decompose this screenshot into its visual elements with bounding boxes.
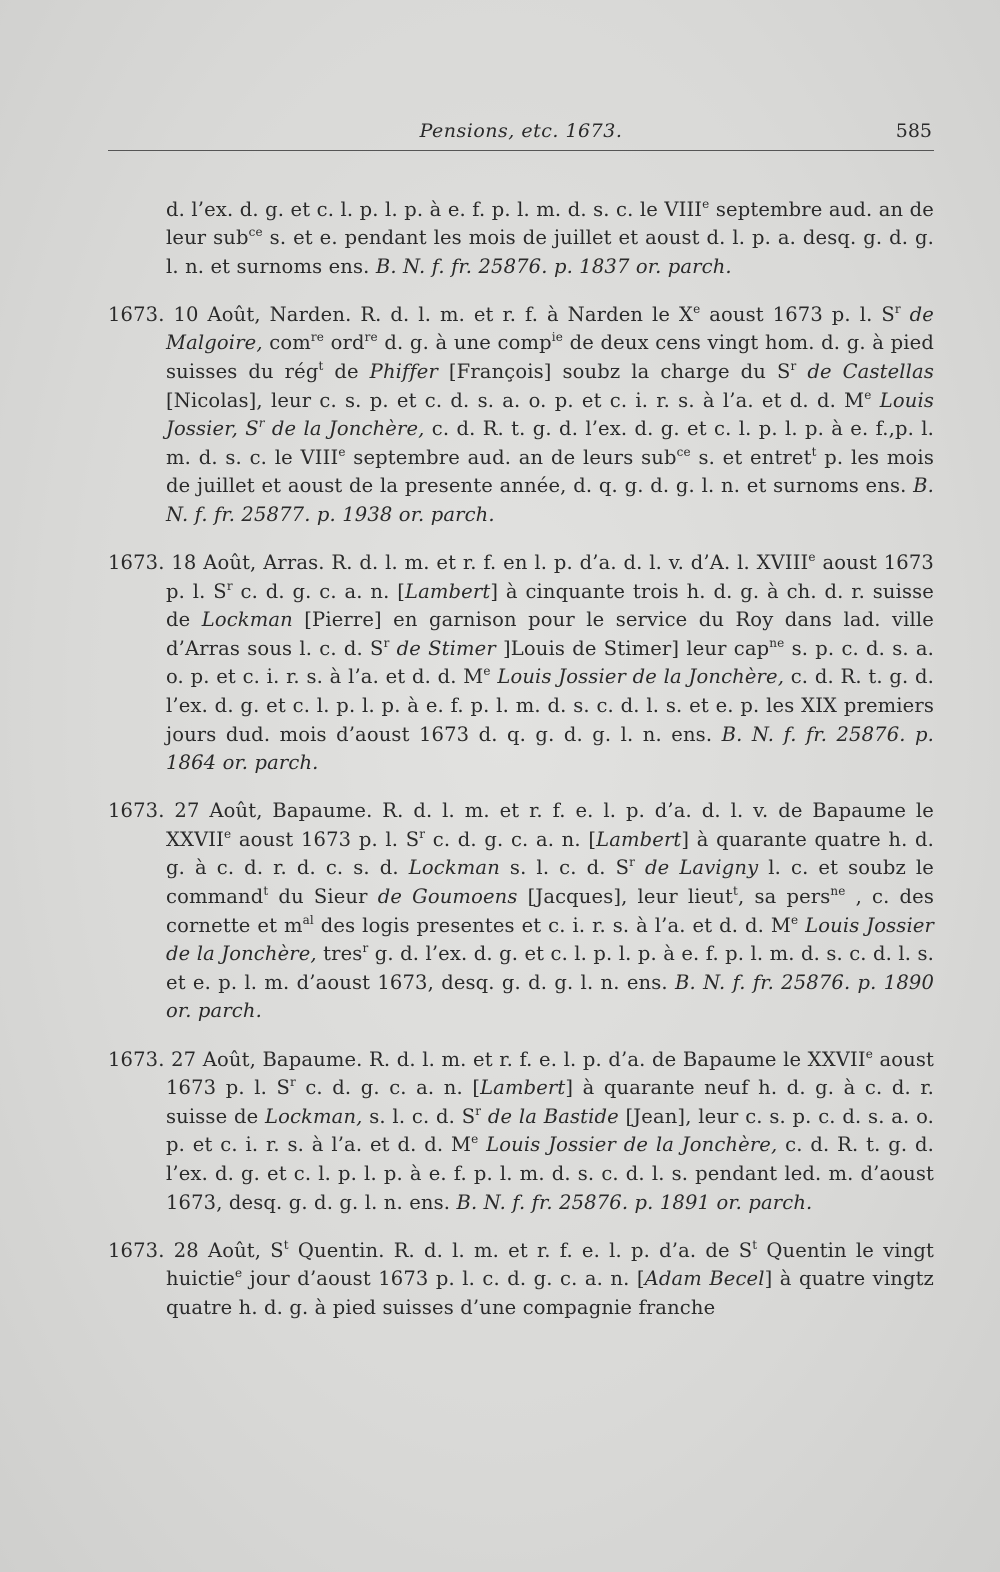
superscript: ce	[676, 444, 691, 459]
page-number: 585	[895, 120, 932, 142]
italic-text: Phiffer	[369, 359, 438, 383]
superscript: r	[790, 358, 797, 373]
superscript: t	[263, 884, 269, 899]
italic-text: de Castellas	[807, 359, 934, 383]
superscript: t	[318, 358, 324, 373]
superscript: r	[383, 635, 390, 650]
italic-text: Lockman	[408, 856, 500, 880]
italic-text: de la Jonchère,	[264, 417, 425, 441]
superscript: t	[733, 884, 739, 899]
text-run: septembre aud. an de leurs sub	[345, 445, 677, 469]
superscript: ne	[830, 884, 846, 899]
text-run: tres	[316, 942, 363, 966]
text-run: , c. des cornette et m	[166, 885, 935, 937]
text-run: c. d. g. c. a. n. [	[232, 579, 406, 603]
text-run: 1673. 18 Août, Arras. R. d. l. m. et r. f. en l. p. d’a. d. l. v. d’A. l. XVIII	[108, 551, 809, 575]
italic-text: de Malgoire,	[166, 302, 934, 355]
text-run: com	[262, 331, 311, 355]
text-run: p. les mois de juillet et aoust de la presente année, d. q. g. d. g. l. n. et surnoms ens.	[166, 445, 934, 498]
text-run: c. d. R. t. g. d. l’ex. d. g. et c. l. p. l. p. à e. f. p. l. m. d. s. c. d. l. s. et e. p. les XIX premiers jours dud. mois d’aoust 1673 d. q. g. d. g. l. n. ens.	[166, 665, 934, 746]
text-run: ] à quarante neuf h. d. g. à c. d. r. suisse de	[166, 1076, 934, 1128]
superscript: r	[226, 578, 233, 593]
entry-1673-08-18-arras	[108, 549, 934, 778]
entry-1673-08-28-st-quentin	[108, 1237, 934, 1323]
superscript: r	[629, 855, 635, 870]
text-run: septembre aud. an de leur sub	[166, 197, 934, 250]
running-header	[108, 116, 934, 151]
italic-text: Louis Jossier de la Jonchère,	[486, 1133, 778, 1157]
superscript: e	[693, 301, 701, 316]
italic-text: de la Bastide	[487, 1104, 619, 1128]
italic-text: B. N. f. fr. 25876. p. 1891 or. parch.	[456, 1190, 813, 1214]
superscript: e	[471, 1132, 479, 1147]
superscript: ne	[769, 635, 785, 650]
entry-1673-08-27-bapaume-b	[108, 1046, 934, 1218]
italic-text: Lambert	[405, 579, 491, 603]
text-run: [Jacques], leur lieut	[517, 885, 734, 909]
text-run: aoust 1673 p. l. S	[700, 302, 895, 326]
text-run: du Sieur	[268, 885, 378, 909]
superscript: r	[475, 1103, 482, 1118]
italic-text: Lambert	[480, 1076, 566, 1100]
superscript: r	[258, 416, 265, 431]
text-run: [Jean], leur c. s. p. c. d. s. a. o. p. et c. i. r. s. à l’a. et d. d. M	[166, 1104, 934, 1157]
superscript: ie	[551, 330, 564, 345]
text-run: c. d. R. t. g. d. l’ex. d. g. et c. l. p. l. p. à e. f. p. l. m. d. s. c. d. l. s. pendant led. m. d’aoust 1673, desq. g. d. g. l. n. ens.	[166, 1133, 934, 1214]
text-run: jour d’aoust 1673 p. l. c. d. g. c. a. n. [	[242, 1267, 645, 1291]
superscript: e	[338, 444, 346, 459]
italic-text: Louis Jossier de la Jonchère,	[166, 913, 934, 966]
text-run: c. d. g. c. a. n. [	[295, 1076, 481, 1100]
text-run: 1673. 10 Août, Narden. R. d. l. m. et r. f. à Narden le X	[108, 302, 694, 326]
text-run: [François] soubz la charge du S	[437, 359, 791, 383]
italic-text: B. N. f. fr. 25876. p. 1864 or. parch.	[166, 722, 935, 775]
text-run	[481, 1105, 488, 1128]
body-text	[108, 176, 934, 1338]
text-run	[796, 360, 807, 383]
superscript: e	[224, 826, 232, 841]
text-run: d. g. à une comp	[377, 331, 552, 355]
text-run: s. et e. pendant les mois de juillet et aoust d. l. p. a. desq. g. d. g. l. n. et surnoms ens.	[166, 226, 934, 278]
italic-text: Adam Becel	[644, 1267, 765, 1291]
superscript: re	[310, 330, 325, 345]
text-run: s. l. c. d. S	[362, 1104, 476, 1128]
text-run: ]Louis de Stimer] leur cap	[495, 636, 770, 660]
entry-continued	[108, 196, 934, 282]
superscript: t	[283, 1237, 289, 1252]
superscript: r	[289, 1075, 296, 1090]
superscript: ce	[248, 225, 263, 240]
text-run: g. d. l’ex. d. g. et c. l. p. l. p. à e. f. p. l. m. d. s. c. d. l. s. et e. p. l. m. d’aoust 1673, desq. g. d. g. l. n. ens.	[166, 942, 934, 994]
text-run	[478, 1133, 486, 1156]
text-run: l. c. et soubz le command	[166, 856, 935, 909]
superscript: t	[811, 444, 817, 459]
text-run	[635, 856, 645, 879]
text-run: , sa pers	[738, 885, 831, 909]
italic-text: Louis Jossier de la Jonchère,	[497, 665, 785, 689]
text-run: c. d. R. t. g. d. l’ex. d. g. et c. l. p. l. p. à e. f.,p. l. m. d. s. c. le VIII	[166, 417, 934, 469]
superscript: e	[865, 1046, 873, 1061]
superscript: t	[752, 1237, 758, 1252]
running-title: Pensions, etc. 1673.	[419, 120, 623, 142]
text-run: 1673. 27 Août, Bapaume. R. d. l. m. et r. f. e. l. p. d’a. d. l. v. de Bapaume le XXVII	[108, 799, 934, 851]
text-run: s. l. c. d. S	[499, 856, 630, 880]
superscript: r	[419, 826, 426, 841]
text-run: s. et entret	[690, 445, 812, 469]
text-run: ord	[324, 331, 365, 355]
italic-text: Lambert	[596, 827, 682, 851]
italic-text: Lockman	[201, 608, 293, 632]
superscript: e	[790, 912, 799, 927]
superscript: e	[702, 196, 710, 211]
superscript: re	[364, 330, 378, 345]
text-run: aoust 1673 p. l. S	[231, 827, 420, 851]
superscript: al	[302, 912, 314, 927]
text-run: d. l’ex. d. g. et c. l. p. l. p. à e. f. p. l. m. d. s. c. le VIII	[166, 197, 703, 221]
text-run	[901, 303, 910, 326]
superscript: e	[234, 1266, 243, 1281]
text-run: [Nicolas], leur c. s. p. et c. d. s. a. o. p. et c. i. r. s. à l’a. et d. d. M	[166, 388, 865, 412]
superscript: r	[894, 301, 901, 316]
entry-1673-08-10-narden	[108, 301, 934, 530]
superscript: r	[362, 941, 369, 956]
superscript: e	[808, 550, 816, 565]
text-run: s. p. c. d. s. a. o. p. et c. i. r. s. à l’a. et d. d. M	[166, 636, 935, 689]
superscript: e	[864, 387, 872, 402]
italic-text: B. N. f. fr. 25876. p. 1890 or. parch.	[166, 970, 934, 1023]
italic-text: de Lavigny	[645, 856, 759, 880]
text-run: de deux cens vingt hom. d. g. à pied suisses du rég	[166, 331, 935, 383]
text-run: aoust 1673 p. l. S	[166, 1047, 935, 1100]
italic-text: Lockman,	[265, 1104, 363, 1128]
text-run: aoust 1673 p. l. S	[166, 551, 934, 603]
text-run: ] à quatre vingtz quatre h. d. g. à pied suisses d’une compagnie franche	[166, 1267, 934, 1319]
entry-1673-08-27-bapaume-a	[108, 797, 934, 1026]
superscript: e	[483, 664, 491, 679]
text-run: 1673. 27 Août, Bapaume. R. d. l. m. et r. f. e. l. p. d’a. de Bapaume le XXVII	[108, 1047, 866, 1071]
italic-text: de Stimer	[396, 636, 496, 660]
text-run: des logis presentes et c. i. r. s. à l’a. et d. d. M	[313, 913, 791, 937]
text-run: c. d. g. c. a. n. [	[425, 827, 597, 851]
text-run: ] à quarante quatre h. d. g. à c. d. r. d. c. s. d.	[166, 827, 934, 880]
text-run: Quentin. R. d. l. m. et r. f. e. l. p. d’a. de S	[288, 1238, 753, 1262]
text-run: [Pierre] en garnison pour le service du Roy dans lad. ville d’Arras sous l. c. d. S	[166, 608, 934, 660]
text-run: ] à cinquante trois h. d. g. à ch. d. r. suisse de	[166, 579, 935, 632]
text-run	[389, 637, 396, 660]
italic-text: Louis Jossier, S	[166, 388, 934, 441]
text-run: de	[323, 359, 370, 383]
text-run: Quentin le vingt huictie	[166, 1238, 934, 1291]
italic-text: de Goumoens	[377, 885, 518, 909]
italic-text: B. N. f. fr. 25877. p. 1938 or. parch.	[166, 474, 934, 526]
italic-text: B. N. f. fr. 25876. p. 1837 or. parch.	[375, 254, 732, 278]
text-run	[872, 389, 880, 412]
text-run: 1673. 28 Août, S	[108, 1238, 284, 1262]
